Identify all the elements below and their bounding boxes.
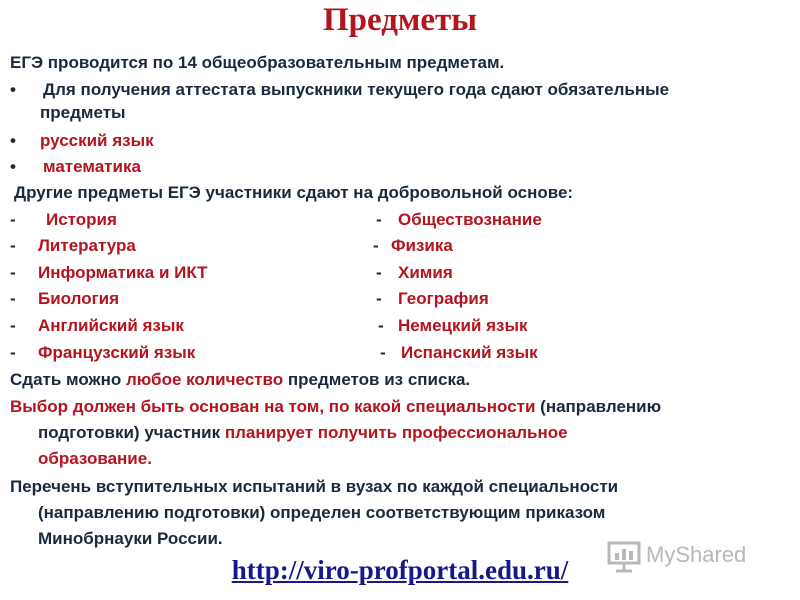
exams-line-2: (направлению подготовки) определен соответствующим приказом	[38, 503, 606, 522]
dash-marker: -	[10, 210, 16, 229]
bullet-marker: •	[10, 131, 16, 150]
watermark-shared: Shared	[675, 542, 747, 567]
dash-marker: -	[10, 236, 16, 255]
any-count-part-1: Сдать можно	[10, 370, 126, 389]
intro-text: ЕГЭ проводится по 14 общеобразовательным предметам.	[10, 53, 505, 72]
bullet-3-text: математика	[43, 157, 141, 176]
dash-marker: -	[10, 289, 16, 308]
subject-left-6: Французский язык	[38, 343, 196, 362]
dash-marker: -	[376, 210, 382, 229]
choice-line-2-dark: подготовки) участник	[38, 423, 225, 442]
subject-right-3: Химия	[398, 263, 453, 282]
dash-marker: -	[10, 343, 16, 362]
choice-line-2-red: планирует получить профессиональное	[224, 423, 568, 442]
dash-marker: -	[10, 316, 16, 335]
bullet-marker: •	[10, 80, 16, 99]
other-subjects-intro: Другие предметы ЕГЭ участники сдают на добровольной основе:	[14, 183, 574, 202]
bullet-2-text: русский язык	[40, 131, 154, 150]
bullet-1-line-1: Для получения аттестата выпускники текущего года сдают обязательные	[43, 80, 670, 99]
bullet-1-line-2: предметы	[40, 103, 126, 122]
presentation-board-icon	[606, 540, 644, 574]
exams-line-1: Перечень вступительных испытаний в вузах по каждой специальности	[10, 477, 619, 496]
subject-right-5: Немецкий язык	[398, 316, 528, 335]
subject-right-1: Обществознание	[398, 210, 542, 229]
subject-left-4: Биология	[38, 289, 120, 308]
choice-line-1-dark: (направлению	[540, 397, 662, 416]
dash-marker: -	[10, 263, 16, 282]
watermark-my: My	[646, 542, 676, 567]
any-count-text	[10, 369, 470, 391]
dash-marker: -	[373, 236, 379, 255]
myshared-watermark	[606, 536, 776, 576]
choice-line-2	[38, 422, 568, 444]
dash-marker: -	[378, 316, 384, 335]
dash-marker: -	[376, 289, 382, 308]
subject-left-1: История	[46, 210, 117, 229]
choice-line-1	[10, 396, 661, 418]
subject-left-5: Английский язык	[38, 316, 184, 335]
exams-line-3: Минобрнауки России.	[38, 529, 223, 548]
subject-right-2: Физика	[391, 236, 453, 255]
portal-link[interactable]: http://viro-profportal.edu.ru/	[231, 555, 569, 585]
subject-left-3: Информатика и ИКТ	[38, 263, 208, 282]
choice-line-1-red: Выбор должен быть основан на том, по какой специальности	[10, 397, 541, 416]
any-count-highlight: любое количество	[125, 370, 284, 389]
subject-right-6: Испанский язык	[401, 343, 538, 362]
any-count-part-3: предметов из списка.	[283, 370, 471, 389]
choice-line-3: образование.	[38, 449, 152, 468]
dash-marker: -	[380, 343, 386, 362]
subject-left-2: Литература	[38, 236, 136, 255]
bullet-marker: •	[10, 157, 16, 176]
page-title: Предметы	[322, 2, 478, 38]
dash-marker: -	[376, 263, 382, 282]
subject-right-4: География	[398, 289, 489, 308]
